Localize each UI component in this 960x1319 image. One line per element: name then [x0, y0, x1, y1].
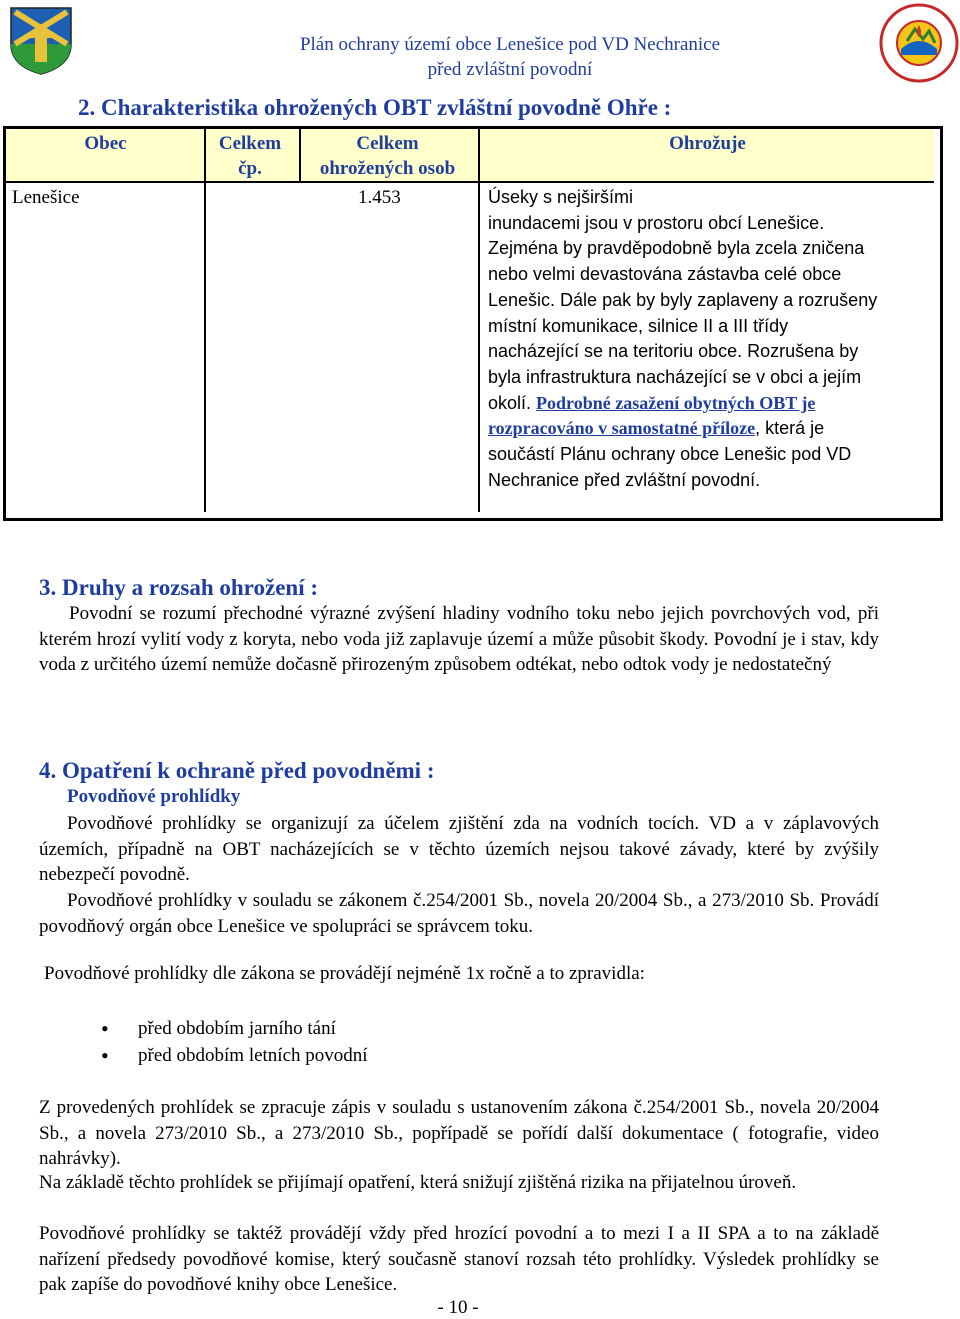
section-4-title: 4. Opatření k ochraně před povodněmi :	[39, 758, 435, 783]
col-header-obec: Obec	[84, 133, 127, 154]
list-item: • před obdobím letních povodní	[101, 1042, 368, 1069]
section-4-p6: Povodňové prohlídky se taktéž provádějí vždy před hrozící povodní a to mezi I a II SPA a to na základě nařízení předsedy povodňové komise, který současně stanoví rozsah této prohlídky. Výsledek prohlídky se pak zapíše do povodňové knihy obce Lenešice.	[39, 1223, 879, 1296]
cell-ohrozuje: Úseky s nejširšími inundacemi jsou v prostoru obcí Lenešice. Zejména by pravděpodobně byla zcela zničena nebo velmi devastována zástavba celé obce Lenešic. Dále pak by byly zaplaveny a rozrušeny místní komunikace, silnice II a III třídy nacházející se na teritoriu obce. Rozrušena by byla infrastruktura nacházející se v obci a jejím okolí. Podrobné zasažení obytných OBT je rozpracováno v samostatné příloze, která je součástí Plánu ochrany obce Lenešic pod VD Nechranice před zvláštní povodní.	[488, 187, 878, 490]
inspection-bullet-list	[101, 1015, 368, 1069]
section-3-text: Povodní se rozumí přechodné výrazné zvýšení hladiny vodního toku nebo jejich povrchových vod, při kterém hrozí vylití vody z koryta, nebo voda již zaplavuje území a může působit škody. Povodní je i stav, kdy voda z určitého území nemůže dočasně přirozeným způsobem odtékat, nebo odtok vody je nedostatečný	[39, 603, 879, 676]
bold-link-text-2: rozpracováno v samostatné příloze	[488, 418, 756, 439]
col-header-ohrozuje: Ohrožuje	[669, 133, 746, 154]
section-4-p1: Povodňové prohlídky se organizují za účelem zjištění zda na vodních tocích. VD a v záplavových územích, případně na OBT nacházejících se v těchto územích nejsou takové závady, které by zvýšily nebezpečí povodně.	[39, 813, 879, 886]
section-4-p4: Z provedených prohlídek se zpracuje zápis v souladu s ustanovením zákona č.254/2001 Sb., novela 20/2004 Sb., a novela 273/2010 Sb., a 273/2010 Sb., popřípadě se pořídí další dokumentace ( fotografie, video nahrávky).	[39, 1097, 879, 1170]
section-2-title: 2. Charakteristika ohrožených OBT zvláštní povodně Ohře :	[78, 95, 672, 120]
page-number: - 10 -	[437, 1297, 479, 1318]
header-subtitle: před zvláštní povodní	[427, 59, 593, 80]
cell-celkem-osob: 1.453	[358, 187, 401, 208]
list-item: • před obdobím jarního tání	[101, 1015, 368, 1042]
section-4-p5: Na základě těchto prohlídek se přijímají opatření, která snižují zjištěná rizika na přijatelnou úroveň.	[39, 1172, 797, 1193]
bold-link-text: Podrobné zasažení obytných OBT je	[536, 392, 816, 413]
header-title: Plán ochrany území obce Lenešice pod VD Nechranice	[299, 34, 721, 55]
col-header-celkem-osob: Celkem ohrožených osob	[319, 133, 456, 179]
col-header-celkem-cp: Celkem čp.	[218, 133, 282, 179]
section-4-p3: Povodňové prohlídky dle zákona se provádějí nejméně 1x ročně a to zpravidla:	[44, 963, 645, 984]
section-4-p2: Povodňové prohlídky v souladu se zákonem č.254/2001 Sb., novela 20/2004 Sb., a 273/2010 Sb. Provádí povodňový orgán obce Lenešice ve spolupráci se správcem toku.	[39, 890, 879, 937]
section-3-title: 3. Druhy a rozsah ohrožení :	[39, 575, 318, 600]
section-4-subtitle: Povodňové prohlídky	[67, 786, 241, 807]
cell-obec: Lenešice	[12, 187, 80, 208]
